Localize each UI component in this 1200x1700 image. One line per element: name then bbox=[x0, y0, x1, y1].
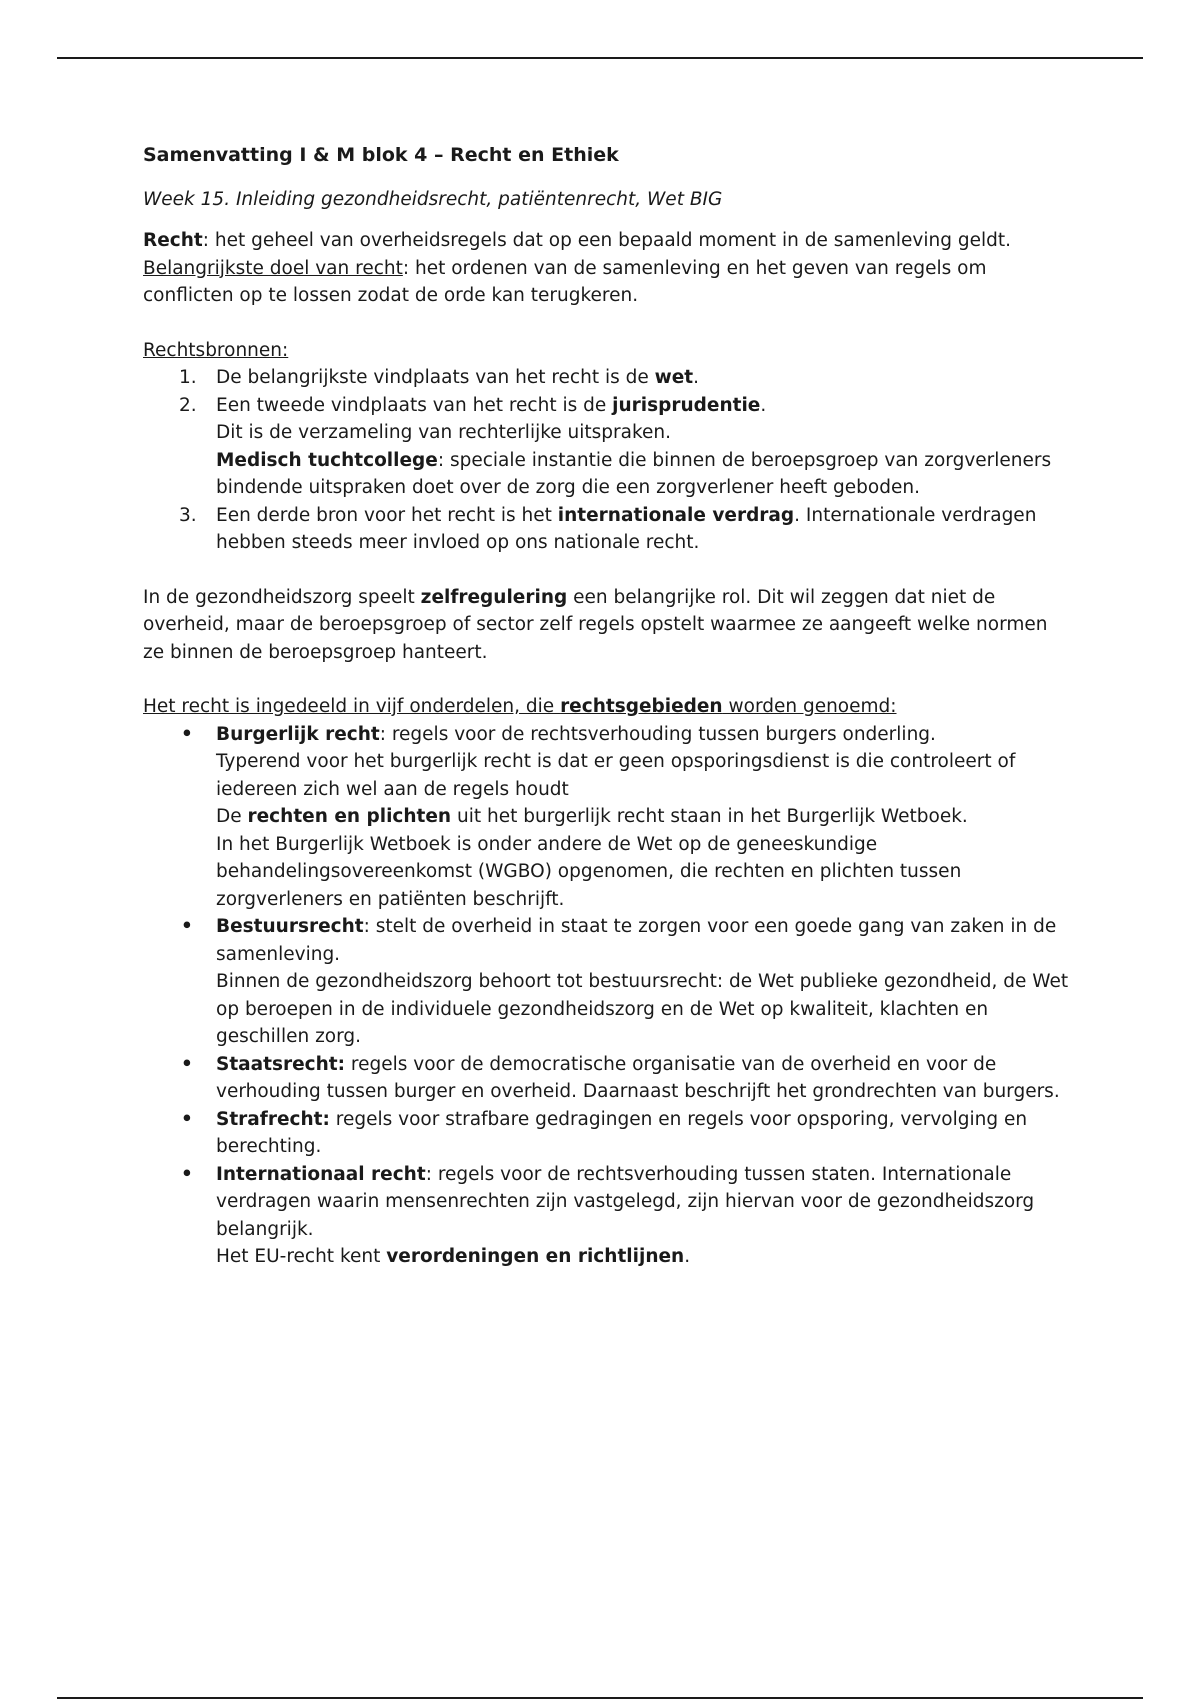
document-page bbox=[143, 142, 1073, 1271]
bullet-icon: • bbox=[181, 1053, 193, 1075]
list-item-internationaal-recht: • Internationaal recht: regels voor de rechtsverhouding tussen staten. Internationale verdragen waarin mensenrechten zijn vastgelegd, zijn hiervan voor de gezondheidszorg belangrijk. Het EU-recht kent verordeningen en richtlijnen. bbox=[143, 1161, 1073, 1271]
footer-rule bbox=[57, 1697, 1143, 1699]
rechtsbronnen-heading: Rechtsbronnen: bbox=[143, 339, 289, 361]
rechtsgebieden-list bbox=[143, 721, 1073, 1271]
list-item-staatsrecht: • Staatsrecht: regels voor de democratische organisatie van de overheid en voor de verhouding tussen burger en overheid. Daarnaast beschrijft het grondrechten van burgers. bbox=[143, 1051, 1073, 1106]
list-item-burgerlijk-recht: • Burgerlijk recht: regels voor de rechtsverhouding tussen burgers onderling. Typerend voor het burgerlijk recht is dat er geen opsporingsdienst is die controleert of iedereen zich wel aan de regels houdt De rechten en plichten uit het burgerlijk recht staan in het Burgerlijk Wetboek. In het Burgerlijk Wetboek is onder andere de Wet op de geneeskundige behandelingsovereenkomst (WGBO) opgenomen, die rechten en plichten tussen zorgverleners en patiënten beschrijft. bbox=[143, 721, 1073, 914]
document-title: Samenvatting I & M blok 4 – Recht en Ethiek bbox=[143, 144, 619, 166]
list-item: 3. Een derde bron voor het recht is het internationale verdrag. Internationale verdragen hebben steeds meer invloed op ons nationale recht. bbox=[143, 502, 1073, 557]
list-item: 1. De belangrijkste vindplaats van het recht is de wet. bbox=[143, 364, 1073, 392]
bullet-icon: • bbox=[181, 1163, 193, 1185]
list-item: 2. Een tweede vindplaats van het recht is de jurisprudentie. Dit is de verzameling van rechterlijke uitspraken. Medisch tuchtcollege: speciale instantie die binnen de beroepsgroep van zorgverleners bindende uitspraken doet over de zorg die een zorgverlener heeft geboden. bbox=[143, 392, 1073, 502]
list-number: 2. bbox=[179, 394, 197, 416]
recht-definition-text: : het geheel van overheidsregels dat op een bepaald moment in de samenleving geldt. bbox=[202, 230, 1011, 251]
rechtsgebieden-heading: Het recht is ingedeeld in vijf onderdelen, die rechtsgebieden worden genoemd: bbox=[143, 696, 897, 717]
document-subtitle: Week 15. Inleiding gezondheidsrecht, patiëntenrecht, Wet BIG bbox=[143, 188, 723, 210]
recht-goal bbox=[143, 255, 1073, 310]
list-number: 1. bbox=[179, 367, 197, 388]
zelfregulering-paragraph: In de gezondheidszorg speelt zelfregulering een belangrijke rol. Dit wil zeggen dat niet de overheid, maar de beroepsgroep of sector zelf regels opstelt waarmee ze aangeeft welke normen ze binnen de beroepsgroep hanteert. bbox=[143, 586, 1048, 663]
bullet-icon: • bbox=[181, 1108, 193, 1130]
recht-goal-label: Belangrijkste doel van recht bbox=[143, 257, 403, 279]
bullet-icon: • bbox=[181, 723, 193, 745]
recht-term: Recht bbox=[143, 230, 203, 251]
bullet-icon: • bbox=[181, 916, 193, 937]
recht-goal-text: : het ordenen van de samenleving en het geven van regels om conflicten op te lossen zodat de orde kan terugkeren. bbox=[143, 257, 987, 306]
recht-definition bbox=[143, 227, 1073, 255]
rechtsbronnen-list bbox=[143, 364, 1073, 557]
header-rule bbox=[57, 57, 1143, 59]
medisch-tuchtcollege-term: Medisch tuchtcollege bbox=[216, 449, 438, 471]
list-item-bestuursrecht: • Bestuursrecht: stelt de overheid in staat te zorgen voor een goede gang van zaken in de samenleving. Binnen de gezondheidszorg behoort tot bestuursrecht: de Wet publieke gezondheid, de Wet op beroepen in de individuele gezondheidszorg en de Wet op kwaliteit, klachten en geschillen zorg. bbox=[143, 913, 1073, 1051]
list-number: 3. bbox=[179, 504, 197, 526]
list-item-strafrecht: • Strafrecht: regels voor strafbare gedragingen en regels voor opsporing, vervolging en berechting. bbox=[143, 1106, 1073, 1161]
